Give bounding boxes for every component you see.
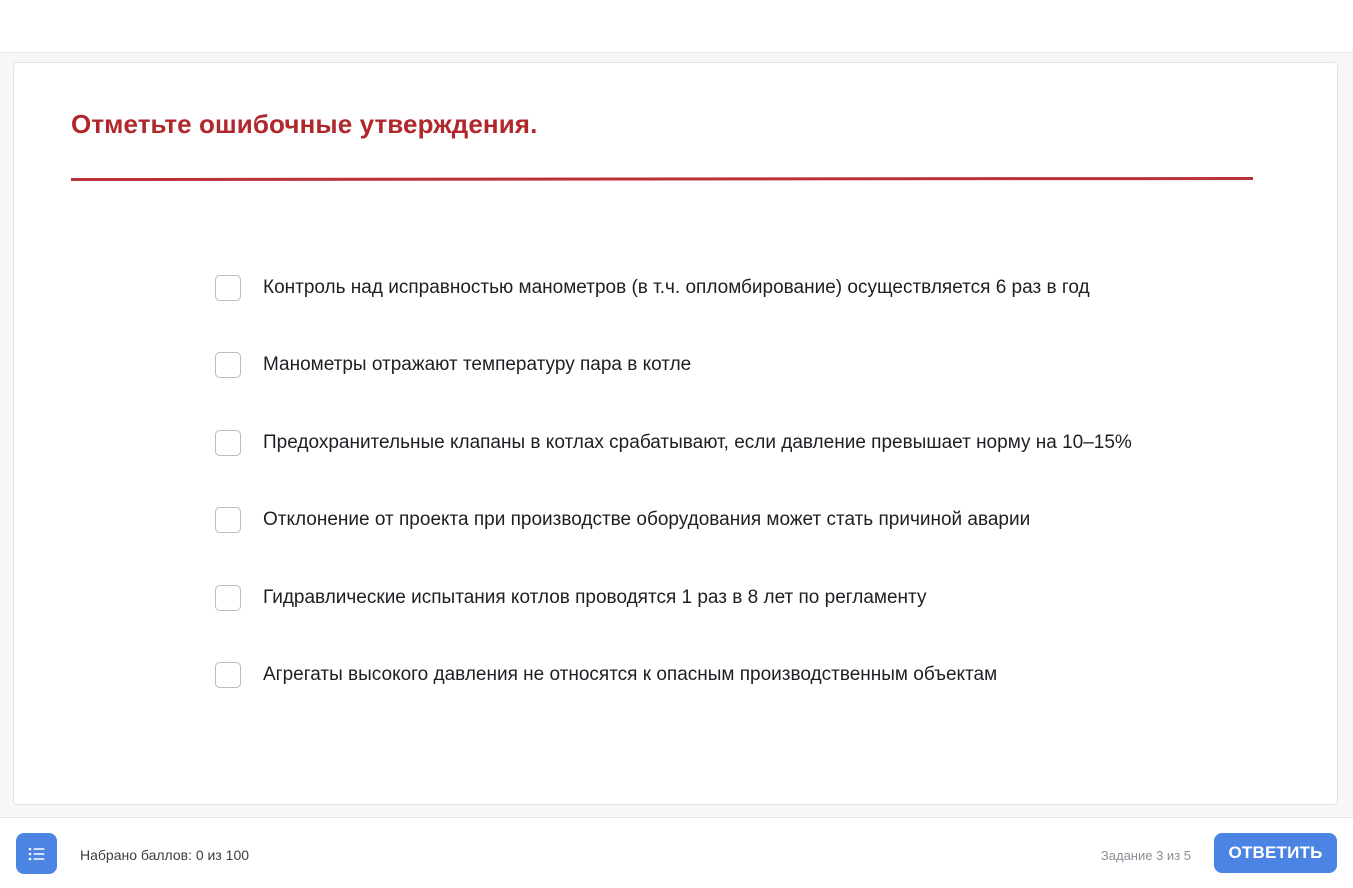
list-icon — [28, 846, 46, 862]
questions-menu-button[interactable] — [16, 833, 57, 874]
option-label: Контроль над исправностью манометров (в т.ч. опломбирование) осуществляется 6 раз в год — [263, 277, 1090, 298]
option-label: Манометры отражают температуру пара в котле — [263, 354, 692, 376]
option-checkbox[interactable] — [215, 662, 241, 688]
options-list — [215, 274, 1132, 738]
title-divider — [71, 177, 1253, 181]
task-counter: Задание 3 из 5 — [1100, 848, 1191, 863]
question-card — [13, 62, 1338, 805]
option-label: Отклонение от проекта при производстве оборудования может стать причиной аварии — [263, 509, 1031, 531]
option-checkbox[interactable] — [215, 585, 241, 611]
option-item[interactable] — [215, 584, 1132, 612]
option-item[interactable] — [215, 506, 1132, 534]
option-checkbox[interactable] — [215, 430, 241, 456]
option-item[interactable] — [215, 429, 1132, 457]
option-item[interactable] — [215, 661, 1132, 689]
option-label: Агрегаты высокого давления не относятся к опасным производственным объектам — [263, 663, 998, 685]
option-checkbox[interactable] — [215, 352, 241, 378]
option-label: Предохранительные клапаны в котлах срабатывают, если давление превышает норму на 10–15% — [263, 431, 1132, 453]
bottom-bar — [0, 817, 1353, 888]
top-bar — [0, 0, 1353, 53]
option-checkbox[interactable] — [215, 507, 241, 533]
option-label: Гидравлические испытания котлов проводятся 1 раз в 8 лет по регламенту — [263, 586, 927, 608]
option-item[interactable] — [215, 274, 1132, 302]
score-text: Набрано баллов: 0 из 100 — [80, 847, 250, 863]
answer-button[interactable]: ОТВЕТИТЬ — [1214, 833, 1337, 873]
option-item[interactable] — [215, 351, 1132, 379]
question-title: Отметьте ошибочные утверждения. — [71, 109, 538, 139]
option-checkbox[interactable] — [215, 275, 241, 301]
